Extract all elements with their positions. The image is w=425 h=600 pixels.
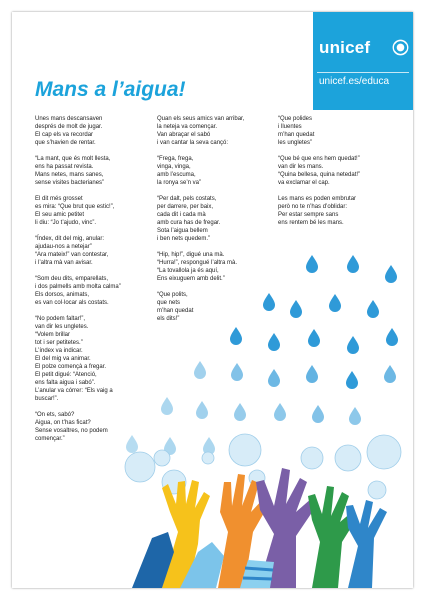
- stanza: “On ets, sabó? Aigua, on t’has ficat? Sense vosaltres, no podem començar.”: [35, 412, 108, 442]
- poem-column-2: [157, 115, 277, 331]
- stanza: “Som deu dits, emparellats, i dos palmells amb molta calma” Els dorsos, animats, es van col·locar als costats.: [35, 276, 121, 306]
- stanza: Unes mans descansaven després de molt de jugar. El cap els va recordar que s’havien de rentar.: [35, 116, 103, 146]
- logo-divider: [317, 72, 409, 73]
- stanza: “Que polides i lluentes m’han quedat les ungletes”: [278, 116, 315, 146]
- unicef-globe-icon: [392, 39, 409, 56]
- unicef-brand-band: [313, 12, 413, 110]
- stanza: “Índex, dit del mig, anular: ajudau-nos a netejar” “Ara mateix!” van contestar, i l’altra mà van avisar.: [35, 236, 109, 266]
- poem-column-1: [35, 115, 155, 451]
- stanza: “La mant, que és molt llesta, ens ha passat revista. Mans netes, mans sanes, sense visites bacterianes”: [35, 156, 111, 186]
- poem-column-3: [278, 115, 393, 235]
- raised-hands: [132, 468, 387, 588]
- unicef-logo: unicef: [319, 38, 371, 57]
- stanza: “Que polits, que nets m’han quedat els dits!”: [157, 292, 194, 322]
- soap-bubbles: [125, 434, 401, 499]
- stanza: “Hip, hip!”, digué una mà. “Hurra!”, respongué l’altra mà. “La tovallola ja és aquí, Ens eixuguem amb delit.”: [157, 252, 238, 282]
- educa-url[interactable]: unicef.es/educa: [319, 76, 390, 87]
- stanza: “Frega, frega, vinga, vinga, amb l’escuma, la ronya se’n va”: [157, 156, 202, 186]
- stanza: Les mans es poden embrutar però no te n’has d’oblidar: Per estar sempre sans ens rentem bé les mans.: [278, 196, 357, 226]
- stanza: Quan els seus amics van arribar, la neteja va començar. Van abraçar el sabó i van cantar la seva cançó:: [157, 116, 245, 146]
- stanza: El dit més grosset es mira: “Que brut que estic!”, El seu amic petitet li diu: “Jo t’ajudo, vinc”.: [35, 196, 115, 226]
- stanza: “Que bé que ens hem quedat!” van dir les mans. “Quina bellesa, quina netedat!” va exclamar el cap.: [278, 156, 361, 186]
- poster-page: [12, 12, 413, 588]
- stanza: “Per dalt, pels costats, per darrere, per baix, cada dit i cada mà amb cura has de fregar. Sota l’aigua bellem i ben nets quedem.”: [157, 196, 221, 242]
- page-title: Mans a l’aigua!: [35, 78, 186, 101]
- stanza: “No podem faltar!”, van dir les ungletes. “Volem brillar tot i ser petitetes.” L’índex va indicar. El del mig va animar. El polze començà a fregar. El petit digué: “Atenció, ens falta aigua i sabó”. L’anular va córrer: “Els vaig a buscar!”.: [35, 316, 113, 402]
